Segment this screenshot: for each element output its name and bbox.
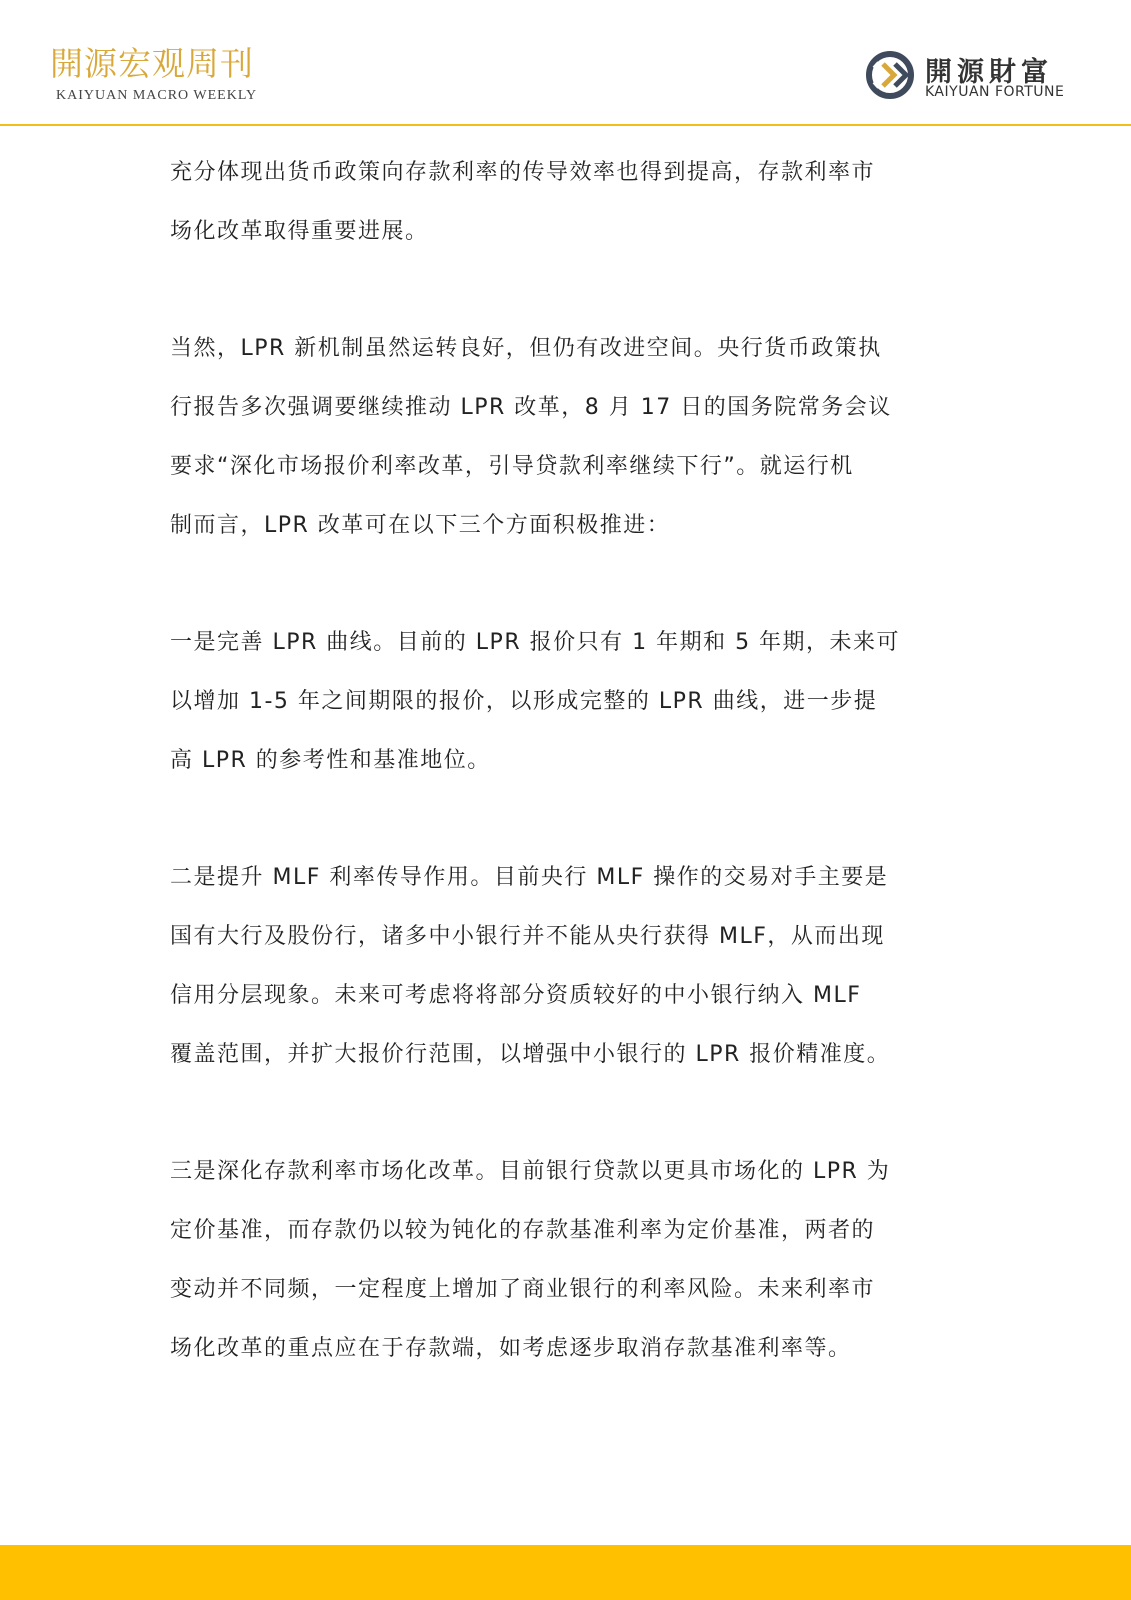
- kaiyuan-logo-icon: [865, 50, 915, 100]
- paragraph-line: 变动并不同频，一定程度上增加了商业银行的利率风险。未来利率市: [170, 1277, 876, 1302]
- paragraph-line: 当然，LPR 新机制虽然运转良好，但仍有改进空间。央行货币政策执: [170, 336, 882, 361]
- paragraph-line: 制而言，LPR 改革可在以下三个方面积极推进：: [170, 513, 671, 538]
- paragraph: [170, 319, 960, 555]
- footer-bar: [0, 1545, 1131, 1600]
- logo-english-name: KAIYUAN FORTUNE: [925, 84, 1065, 100]
- paragraph: [170, 613, 960, 790]
- publication-title: 開源宏观周刊: [50, 44, 254, 83]
- paragraph: [170, 1142, 960, 1378]
- kaiyuan-fortune-logo: [865, 50, 1095, 106]
- paragraph-line: 要求“深化市场报价利率改革，引导贷款利率继续下行”。就运行机: [170, 454, 854, 479]
- paragraph: [170, 143, 960, 261]
- paragraph-line: 充分体现出货币政策向存款利率的传导效率也得到提高，存款利率市: [170, 160, 876, 185]
- publication-subtitle: KAIYUAN MACRO WEEKLY: [56, 88, 258, 103]
- page-header: [0, 0, 1131, 126]
- paragraph-line: 一是完善 LPR 曲线。目前的 LPR 报价只有 1 年期和 5 年期，未来可: [170, 630, 901, 655]
- header-divider: [0, 124, 1131, 126]
- logo-chinese-name: 開源財富: [925, 57, 1053, 88]
- paragraph-line: 场化改革取得重要进展。: [170, 219, 429, 244]
- paragraph-line: 覆盖范围，并扩大报价行范围，以增强中小银行的 LPR 报价精准度。: [170, 1042, 891, 1067]
- paragraph-line: 定价基准，而存款仍以较为钝化的存款基准利率为定价基准，两者的: [170, 1218, 876, 1243]
- paragraph-line: 三是深化存款利率市场化改革。目前银行贷款以更具市场化的 LPR 为: [170, 1159, 891, 1184]
- paragraph: [170, 848, 960, 1084]
- paragraph-line: 国有大行及股份行，诸多中小银行并不能从央行获得 MLF，从而出现: [170, 924, 885, 949]
- paragraph-line: 信用分层现象。未来可考虑将将部分资质较好的中小银行纳入 MLF: [170, 983, 862, 1008]
- paragraph-line: 高 LPR 的参考性和基准地位。: [170, 748, 491, 773]
- article-body: [170, 143, 960, 1436]
- paragraph-line: 二是提升 MLF 利率传导作用。目前央行 MLF 操作的交易对手主要是: [170, 865, 889, 890]
- paragraph-line: 场化改革的重点应在于存款端，如考虑逐步取消存款基准利率等。: [170, 1336, 852, 1361]
- paragraph-line: 以增加 1-5 年之间期限的报价，以形成完整的 LPR 曲线，进一步提: [170, 689, 878, 714]
- paragraph-line: 行报告多次强调要继续推动 LPR 改革，8 月 17 日的国务院常务会议: [170, 395, 892, 420]
